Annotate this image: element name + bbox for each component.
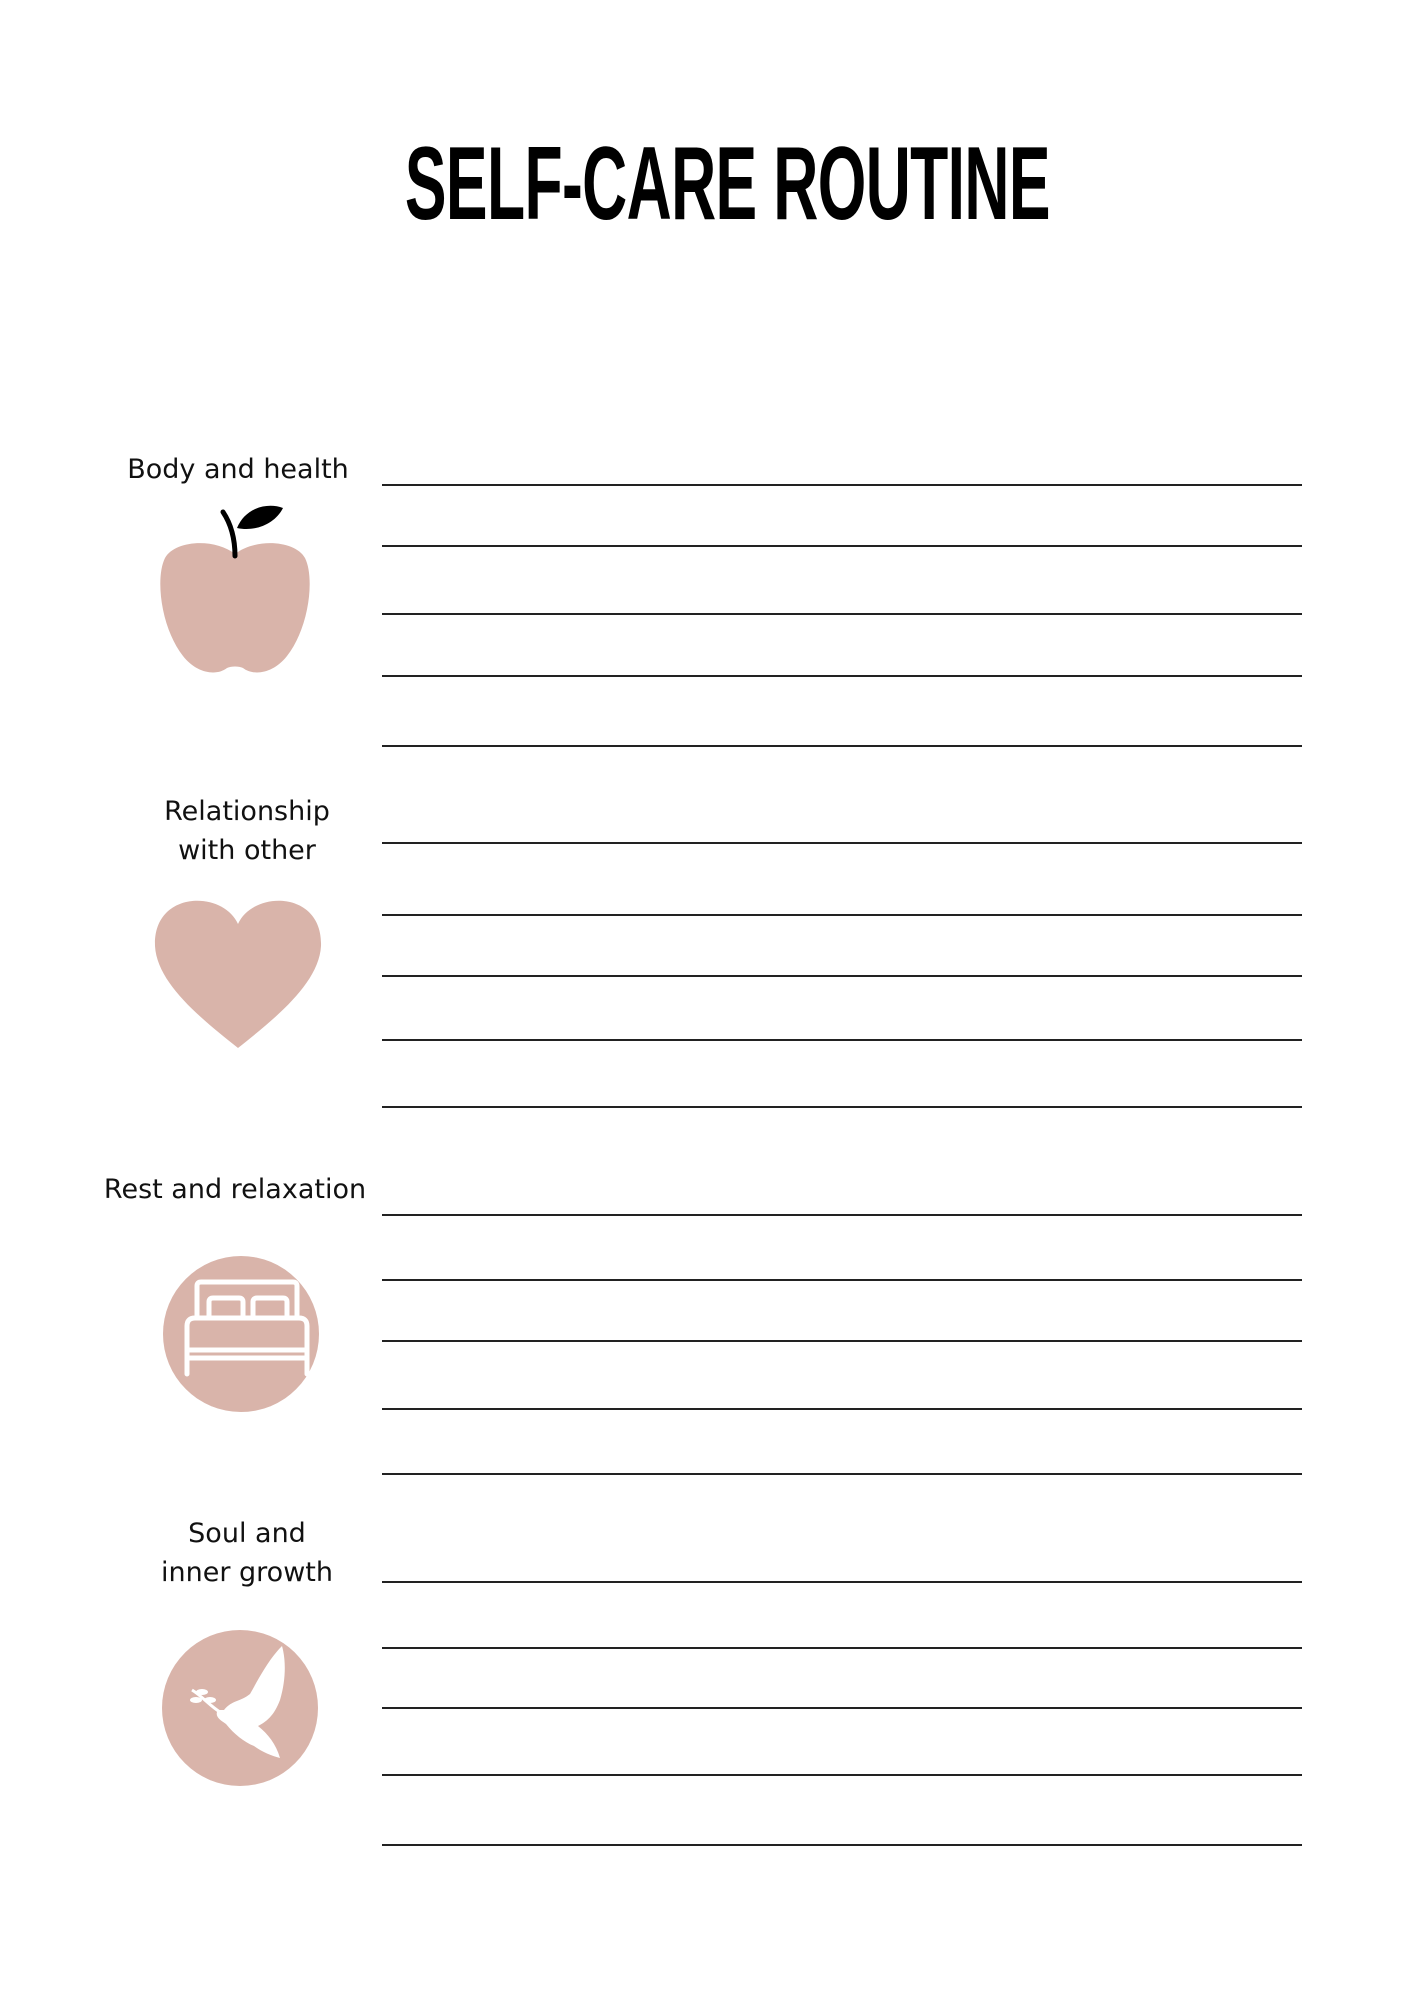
writing-line[interactable] [382,1844,1302,1846]
section-label-rest [85,1170,385,1209]
writing-line[interactable] [382,675,1302,677]
label-line: Relationship [164,796,330,827]
writing-line[interactable] [382,1647,1302,1649]
apple-icon [155,498,315,678]
writing-line[interactable] [382,613,1302,615]
writing-line[interactable] [382,1279,1302,1281]
writing-line[interactable] [382,1581,1302,1583]
writing-line[interactable] [382,745,1302,747]
label-line: Body and health [127,454,349,485]
label-line: Rest and relaxation [103,1174,367,1205]
writing-line[interactable] [382,1774,1302,1776]
section-label-body-health [88,450,388,489]
writing-line[interactable] [382,484,1302,486]
writing-line[interactable] [382,1039,1302,1041]
writing-line[interactable] [382,842,1302,844]
writing-line[interactable] [382,545,1302,547]
writing-line[interactable] [382,1707,1302,1709]
dove-icon [162,1630,318,1786]
section-label-soul [97,1514,397,1592]
writing-line[interactable] [382,975,1302,977]
writing-line[interactable] [382,1214,1302,1216]
section-label-relationship [97,792,397,870]
page-title: SELF-CARE ROUTINE [404,126,1050,242]
bed-icon [163,1256,319,1412]
heart-icon [153,894,323,1050]
label-line: inner growth [161,1557,333,1588]
label-line: Soul and [188,1518,306,1549]
writing-line[interactable] [382,1473,1302,1475]
writing-line[interactable] [382,1340,1302,1342]
writing-line[interactable] [382,914,1302,916]
writing-line[interactable] [382,1106,1302,1108]
label-line: with other [178,835,316,866]
writing-line[interactable] [382,1408,1302,1410]
